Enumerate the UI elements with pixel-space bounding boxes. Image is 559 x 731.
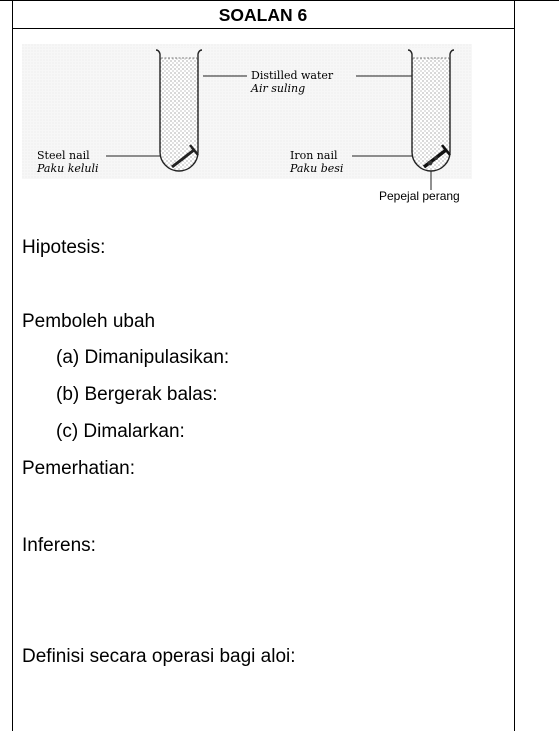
inference-prompt: Inferens: [22, 535, 96, 556]
responding-variable-prompt: (b) Bergerak balas: [56, 384, 218, 405]
experiment-figure [22, 44, 472, 214]
distilled-water-label: Distilled water [251, 69, 334, 82]
air-suling-label: Air suling [251, 82, 306, 95]
definition-prompt: Definisi secara operasi bagi aloi: [22, 646, 296, 667]
right-border [514, 0, 515, 731]
observation-prompt: Pemerhatian: [22, 458, 136, 479]
page-title: SOALAN 6 [218, 5, 308, 25]
pepejal-perang-label: Pepejal perang [379, 189, 460, 203]
top-border [0, 0, 559, 1]
paku-keluli-label: Paku keluli [37, 162, 99, 175]
manipulated-variable-prompt: (a) Dimanipulasikan: [56, 347, 230, 368]
left-test-tube [156, 48, 202, 171]
iron-nail-label: Iron nail [290, 149, 338, 162]
paku-besi-label: Paku besi [290, 162, 344, 175]
title-divider [12, 28, 515, 29]
left-border [12, 0, 13, 731]
steel-nail-label: Steel nail [37, 149, 90, 162]
right-test-tube [408, 48, 454, 171]
constant-variable-prompt: (c) Dimalarkan: [56, 421, 185, 442]
hypothesis-prompt: Hipotesis: [22, 237, 106, 258]
variables-heading: Pemboleh ubah [22, 311, 156, 332]
